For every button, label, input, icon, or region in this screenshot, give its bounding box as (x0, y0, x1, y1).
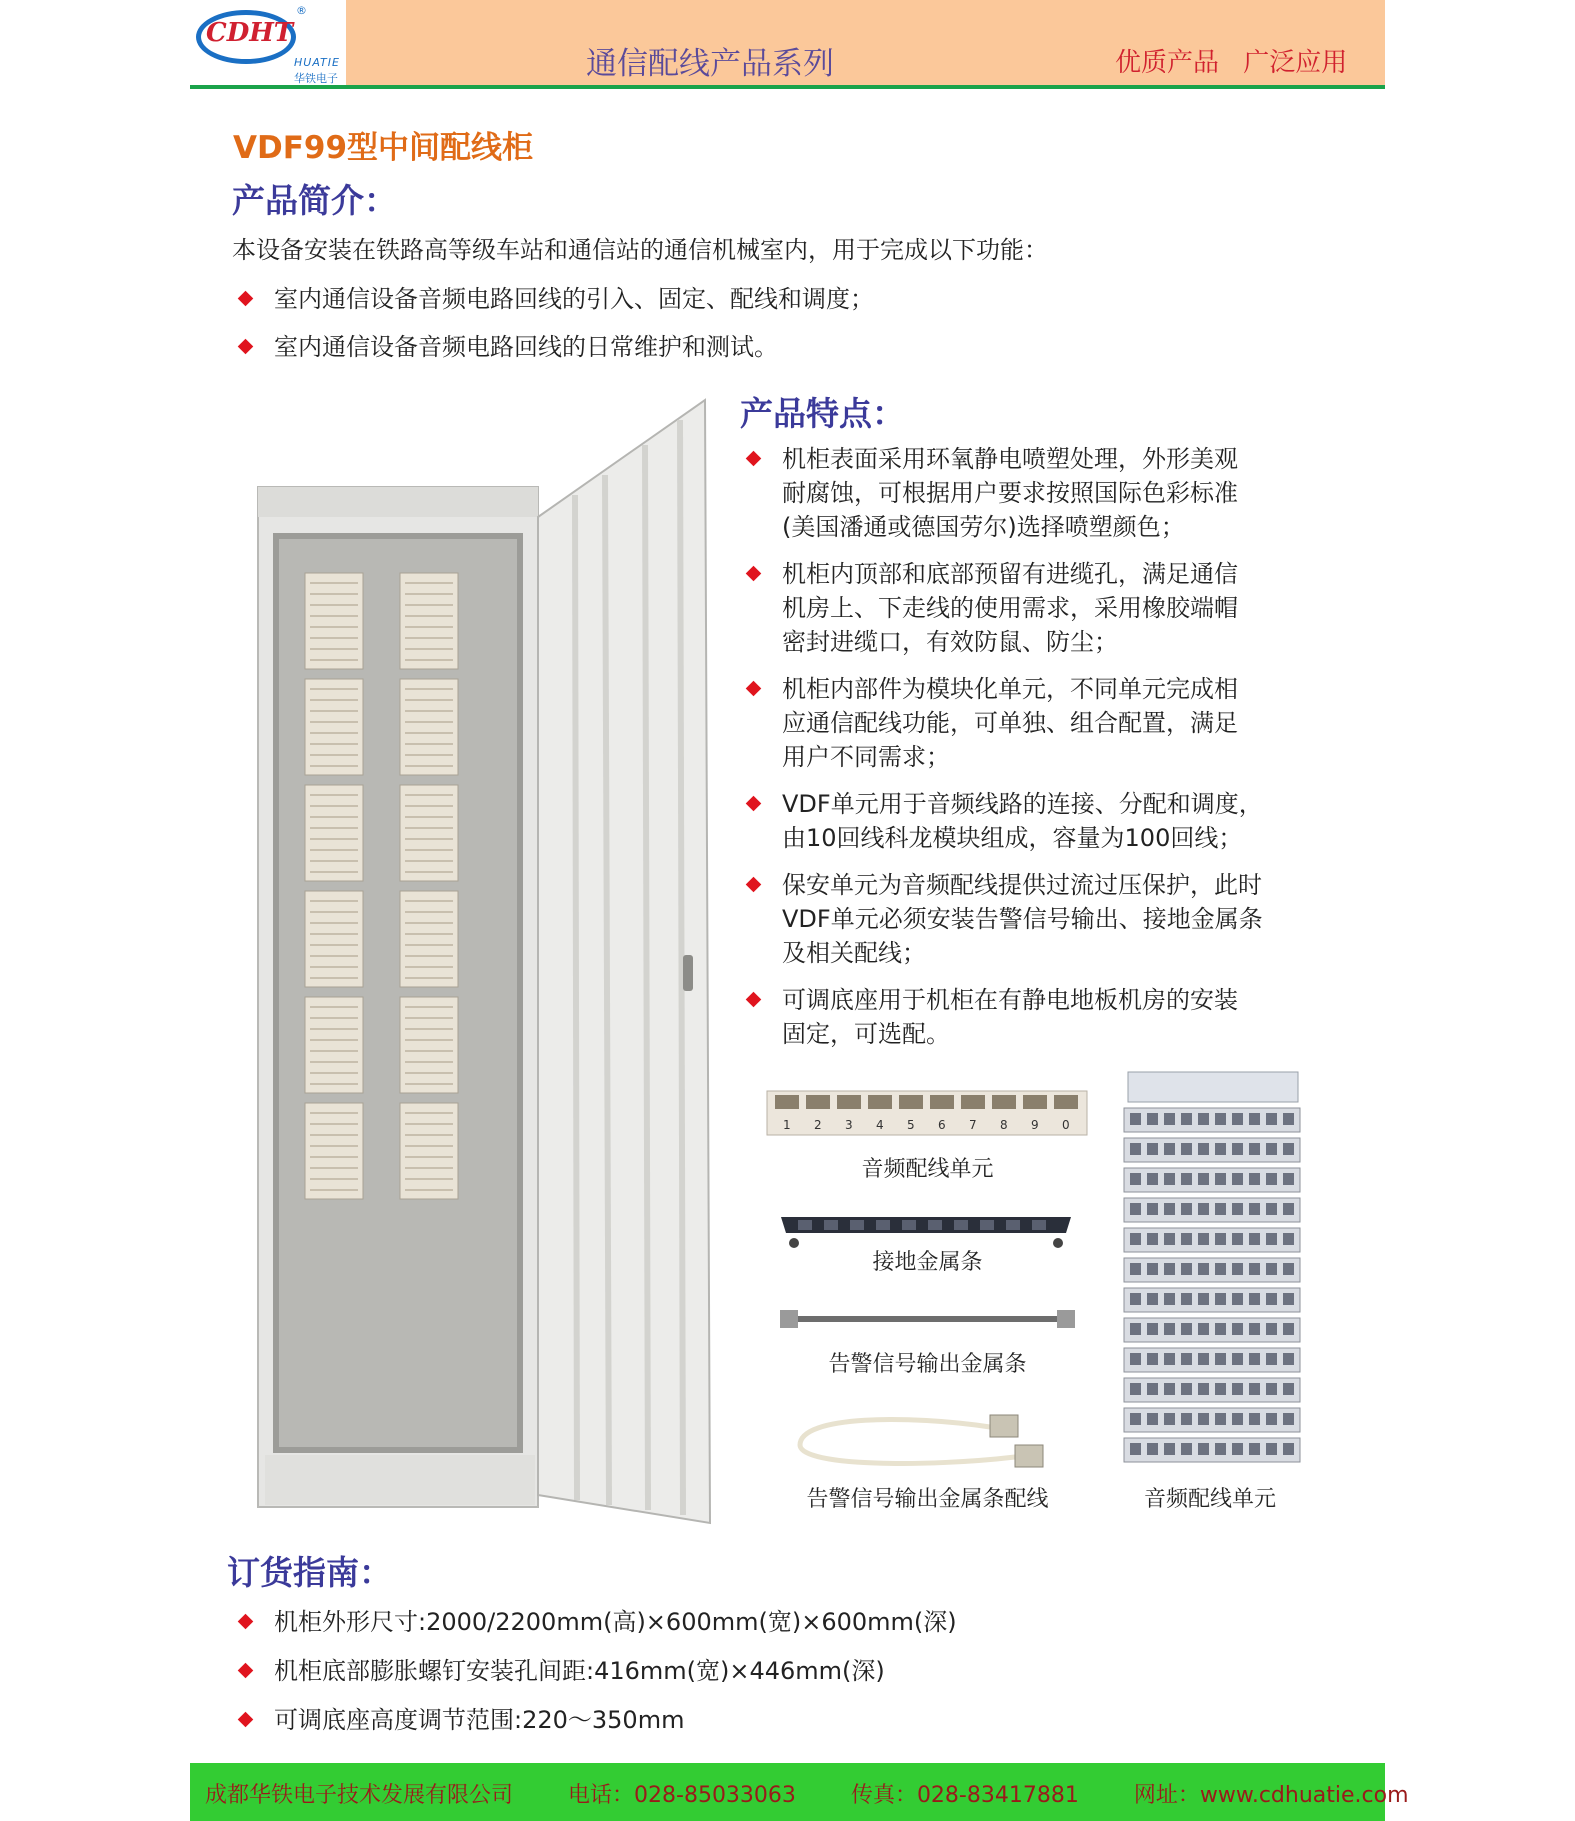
intro-text: 本设备安装在铁路高等级车站和通信站的通信机械室内，用于完成以下功能： (232, 236, 1048, 264)
strip-cell (868, 1095, 892, 1109)
logo-registered-mark: ® (296, 4, 307, 17)
feature-line: (美国潘通或德国劳尔)选择喷塑颜色； (782, 513, 1185, 541)
order-bullet (232, 1605, 1132, 1639)
strip-cell (992, 1095, 1016, 1109)
feature-bullet (740, 983, 1340, 1051)
strip-cell (961, 1095, 985, 1109)
audio-stack-image (1110, 1068, 1310, 1468)
diamond-bullet-icon (746, 796, 762, 812)
feature-line: 机房上、下走线的使用需求，采用橡胶端帽 (782, 594, 1238, 622)
logo-english-name: HUATIE (294, 56, 340, 69)
ground-bar-label: 接地金属条 (872, 1250, 983, 1275)
module-block (400, 785, 458, 881)
intro-bullet-list (232, 282, 1132, 378)
strip-cell (775, 1095, 799, 1109)
alarm-bar-image (780, 1302, 1075, 1338)
diamond-bullet-icon (238, 1663, 254, 1679)
header-underline (190, 85, 1385, 89)
feature-line: VDF单元必须安装告警信号输出、接地金属条 (782, 905, 1263, 933)
feature-line: 固定，可选配。 (782, 1020, 950, 1048)
feature-line: 用户不同需求； (782, 743, 950, 771)
slogan: 优质产品 广泛应用 (1115, 48, 1348, 78)
module-block (400, 679, 458, 775)
strip-cell (899, 1095, 923, 1109)
strip-cell (806, 1095, 830, 1109)
strip-number: 2 (814, 1118, 822, 1132)
diamond-bullet-icon (746, 681, 762, 697)
module-block (400, 997, 458, 1093)
alarm-bar-label: 告警信号输出金属条 (828, 1352, 1027, 1377)
feature-line: 密封进缆口，有效防鼠、防尘； (782, 628, 1118, 656)
strip-cell (837, 1095, 861, 1109)
logo-chinese-name: 华铁电子 (294, 72, 338, 85)
order-bullet (232, 1703, 1132, 1737)
footer-fax: 传真：028-83417881 (850, 1783, 1079, 1808)
footer-website[interactable]: 网址：www.cdhuatie.com (1133, 1783, 1409, 1808)
module-block (305, 1103, 363, 1199)
module-block (305, 785, 363, 881)
feature-line: 应通信配线功能，可单独、组合配置，满足 (782, 709, 1238, 737)
diamond-bullet-icon (746, 451, 762, 467)
footer-phone: 电话：028-85033063 (568, 1783, 796, 1808)
logo-text: CDHT (206, 18, 294, 48)
strip-number: 0 (1062, 1118, 1070, 1132)
feature-line: 机柜表面采用环氧静电喷塑处理，外形美观 (782, 445, 1238, 473)
cabinet-illustration (255, 395, 715, 1525)
module-block (400, 1103, 458, 1199)
diamond-bullet-icon (238, 1614, 254, 1630)
module-block (305, 679, 363, 775)
strip-number: 3 (845, 1118, 853, 1132)
feature-bullet (740, 868, 1340, 970)
feature-bullet (740, 442, 1340, 544)
feature-bullet (740, 672, 1340, 774)
product-name: VDF99型中间配线柜 (233, 130, 534, 166)
feature-line: VDF单元用于音频线路的连接、分配和调度， (782, 790, 1263, 818)
diamond-bullet-icon (746, 566, 762, 582)
audio-strip-image (765, 1083, 1090, 1143)
strip-number: 1 (783, 1118, 791, 1132)
order-title: 订货指南： (227, 1553, 392, 1592)
strip-number: 4 (876, 1118, 884, 1132)
diamond-bullet-icon (746, 992, 762, 1008)
strip-number: 7 (969, 1118, 977, 1132)
strip-number: 9 (1031, 1118, 1039, 1132)
order-bullet-text: 机柜底部膨胀螺钉安装孔间距:416mm(宽)×446mm(深) (274, 1657, 885, 1685)
feature-bullet (740, 557, 1340, 659)
order-bullet (232, 1654, 1132, 1688)
module-block (400, 573, 458, 669)
alarm-wire-image (790, 1405, 1060, 1475)
diamond-bullet-icon (746, 877, 762, 893)
strip-cell (1023, 1095, 1047, 1109)
intro-bullet (232, 330, 1132, 364)
order-bullet-list (232, 1605, 1132, 1752)
strip-number: 6 (938, 1118, 946, 1132)
feature-bullet-list (740, 442, 1340, 1064)
order-bullet-text: 机柜外形尺寸:2000/2200mm(高)×600mm(宽)×600mm(深) (274, 1608, 957, 1636)
intro-bullet-text: 室内通信设备音频电路回线的引入、固定、配线和调度； (274, 285, 874, 313)
feature-line: 及相关配线； (782, 939, 926, 967)
module-block (305, 997, 363, 1093)
intro-title: 产品简介： (232, 181, 397, 220)
module-block (305, 573, 363, 669)
intro-bullet-text: 室内通信设备音频电路回线的日常维护和测试。 (274, 333, 778, 361)
feature-line: 机柜内顶部和底部预留有进缆孔，满足通信 (782, 560, 1238, 588)
alarm-wire-label: 告警信号输出金属条配线 (806, 1487, 1049, 1512)
footer-contact (205, 1778, 1457, 1809)
diamond-bullet-icon (238, 339, 254, 355)
feature-line: 耐腐蚀，可根据用户要求按照国际色彩标准 (782, 479, 1238, 507)
order-bullet-text: 可调底座高度调节范围:220～350mm (274, 1706, 685, 1734)
audio-strip-label: 音频配线单元 (861, 1157, 994, 1182)
footer-company: 成都华铁电子技术发展有限公司 (205, 1783, 514, 1808)
module-block (305, 891, 363, 987)
audio-stack-label: 音频配线单元 (1143, 1487, 1276, 1512)
diamond-bullet-icon (238, 1712, 254, 1728)
strip-number: 8 (1000, 1118, 1008, 1132)
diamond-bullet-icon (238, 291, 254, 307)
feature-bullet (740, 787, 1340, 855)
intro-bullet (232, 282, 1132, 316)
feature-line: 机柜内部件为模块化单元，不同单元完成相 (782, 675, 1238, 703)
feature-line: 可调底座用于机柜在有静电地板机房的安装 (782, 986, 1238, 1014)
series-title: 通信配线产品系列 (586, 46, 834, 82)
feature-line: 保安单元为音频配线提供过流过压保护，此时 (782, 871, 1262, 899)
feature-line: 由10回线科龙模块组成，容量为100回线； (782, 824, 1243, 852)
strip-number: 5 (907, 1118, 915, 1132)
module-block (400, 891, 458, 987)
strip-cell (1054, 1095, 1078, 1109)
strip-cell (930, 1095, 954, 1109)
features-title: 产品特点： (740, 394, 905, 433)
